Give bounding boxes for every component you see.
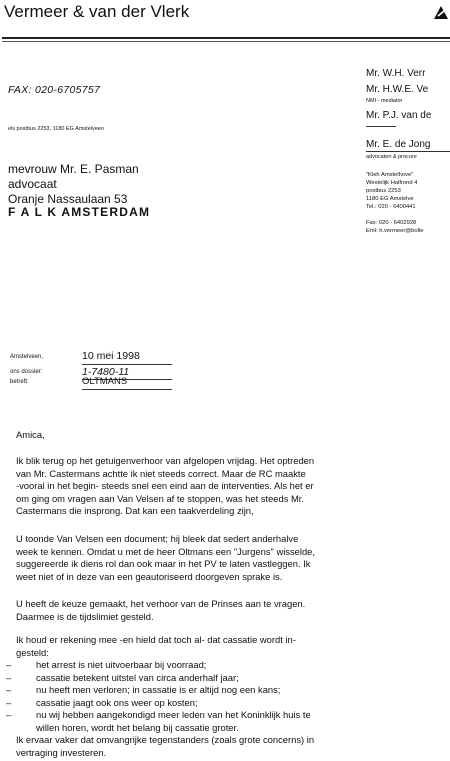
partner-name: Mr. P.J. van de: [366, 110, 432, 121]
paragraph: [16, 598, 446, 623]
office-phone: Tel.: 020 - 6400441: [366, 204, 416, 210]
partner-name: Mr. W.H. Verr: [366, 68, 426, 79]
letter-date: 10 mei 1998: [82, 350, 140, 362]
bullet-list: [6, 659, 436, 734]
list-item-text: willen horen, wordt het belang bij cassatie groter.: [36, 721, 239, 733]
text-line: Ik houd er rekening mee -en hield dat toch al- dat cassatie wordt in-: [16, 634, 296, 645]
divider: [366, 151, 450, 152]
office-email: Eml: h.vermeer@bolle: [366, 228, 424, 234]
office-street: Westelijk Halfrond 4: [366, 180, 418, 186]
partner-name: Mr. E. de Jong: [366, 139, 431, 150]
dossier-number: 1-7480-11: [82, 366, 130, 378]
recipient-title: advocaat: [8, 177, 57, 191]
dossier-label: ons dossier:: [10, 369, 43, 375]
text-line: Daarmee is de tijdslimiet gesteld.: [16, 610, 154, 622]
firm-logo-icon: [432, 4, 450, 22]
sender-postbus: els postbus 2253, 1180 EG Amstelveen: [8, 126, 104, 132]
text-line: Ik blik terug op het getuigenverhoor van afgelopen vrijdag. Het optreden: [16, 455, 315, 466]
recipient-name: mevrouw Mr. E. Pasman: [8, 162, 139, 176]
paragraph: [16, 533, 446, 583]
text-line: vertraging investeren.: [16, 746, 107, 758]
text-line: Ik ervaar vaker dat omvangrijke tegenstanders (zoals grote concerns) in: [16, 734, 315, 745]
list-item: – cassatie jaagt ook ons weer op kosten;: [6, 696, 198, 708]
list-item-text: nu heeft men verloren; in cassatie is er altijd nog een kans;: [36, 684, 281, 695]
text-line: suggereerde ik diens rol dan ook maar in het PV te laten vastleggen. Ik: [16, 558, 311, 569]
paragraph: [16, 634, 446, 659]
list-item: – het arrest is niet uitvoerbaar bij voorraad;: [6, 659, 207, 670]
list-item: – cassatie betekent uitstel van circa anderhalf jaar;: [6, 671, 239, 683]
text-line: Castermans die insprong. Dat kan een taakverdeling zijn,: [16, 505, 254, 516]
fax-number: FAX: 020-6705757: [8, 84, 101, 96]
place-label: Amstelveen,: [10, 354, 44, 360]
text-line: om ging om vragen aan Van Velsen af te stoppen, was het steeds Mr.: [16, 492, 305, 504]
text-line: U toonde Van Velsen een document; hij bleek dat sedert anderhalve: [16, 533, 299, 544]
paragraph: [16, 455, 446, 518]
subject-label: betreft:: [10, 379, 29, 385]
text-line: van Mr. Castermans achtte ik niet steeds correct. Maar de RC maakte: [16, 467, 306, 479]
text-line: gesteld:: [16, 646, 49, 658]
list-item-text: nu wij hebben aangekondigd meer leden van het Koninklijk huis te: [36, 709, 311, 720]
partner-role: advocaten & procure: [366, 154, 417, 160]
recipient-city: F A L K AMSTERDAM: [8, 205, 151, 219]
office-name: "Kleh Amstelhove": [366, 172, 414, 178]
salutation: Amica,: [16, 429, 45, 440]
header-rule-thin: [2, 41, 450, 42]
reference-rule: [82, 389, 172, 390]
office-city: 1180 EG Amstelve: [366, 196, 414, 202]
subject-value: OLTMANS: [82, 376, 128, 387]
partner-role: NMI - mediator: [366, 98, 403, 104]
office-fax: Fax: 020 - 6402928: [366, 220, 417, 226]
recipient-street: Oranje Nassaulaan 53: [8, 192, 128, 206]
firm-name: Vermeer & van der Vlerk: [4, 2, 190, 21]
list-item-text: het arrest is niet uitvoerbaar bij voorraad;: [36, 659, 207, 670]
header-rule: [2, 37, 450, 39]
reference-rule: [82, 364, 172, 365]
text-line: weet niet of in deze van een geautoriseerd doorgeven sprake is.: [16, 570, 283, 582]
paragraph: [16, 734, 446, 759]
list-item: [6, 722, 436, 735]
list-item-text: cassatie betekent uitstel van circa anderhalf jaar;: [36, 671, 239, 683]
office-postbus: postbus 2253: [366, 188, 401, 194]
text-line: week te kennen. Omdat u met de heer Oltmans een "Jurgens" wisselde,: [16, 545, 315, 557]
partner-name: Mr. H.W.E. Ve: [366, 84, 429, 95]
list-item: – nu wij hebben aangekondigd meer leden van het Koninklijk huis te: [6, 709, 311, 720]
divider: [366, 126, 396, 127]
text-line: U heeft de keuze gemaakt, het verhoor van de Prinses aan te vragen.: [16, 598, 306, 609]
list-item-text: cassatie jaagt ook ons weer op kosten;: [36, 696, 198, 708]
text-line: -vooral in het begin- steeds snel een eind aan de interventies. Als het er: [16, 480, 314, 491]
list-item: – nu heeft men verloren; in cassatie is er altijd nog een kans;: [6, 684, 281, 695]
